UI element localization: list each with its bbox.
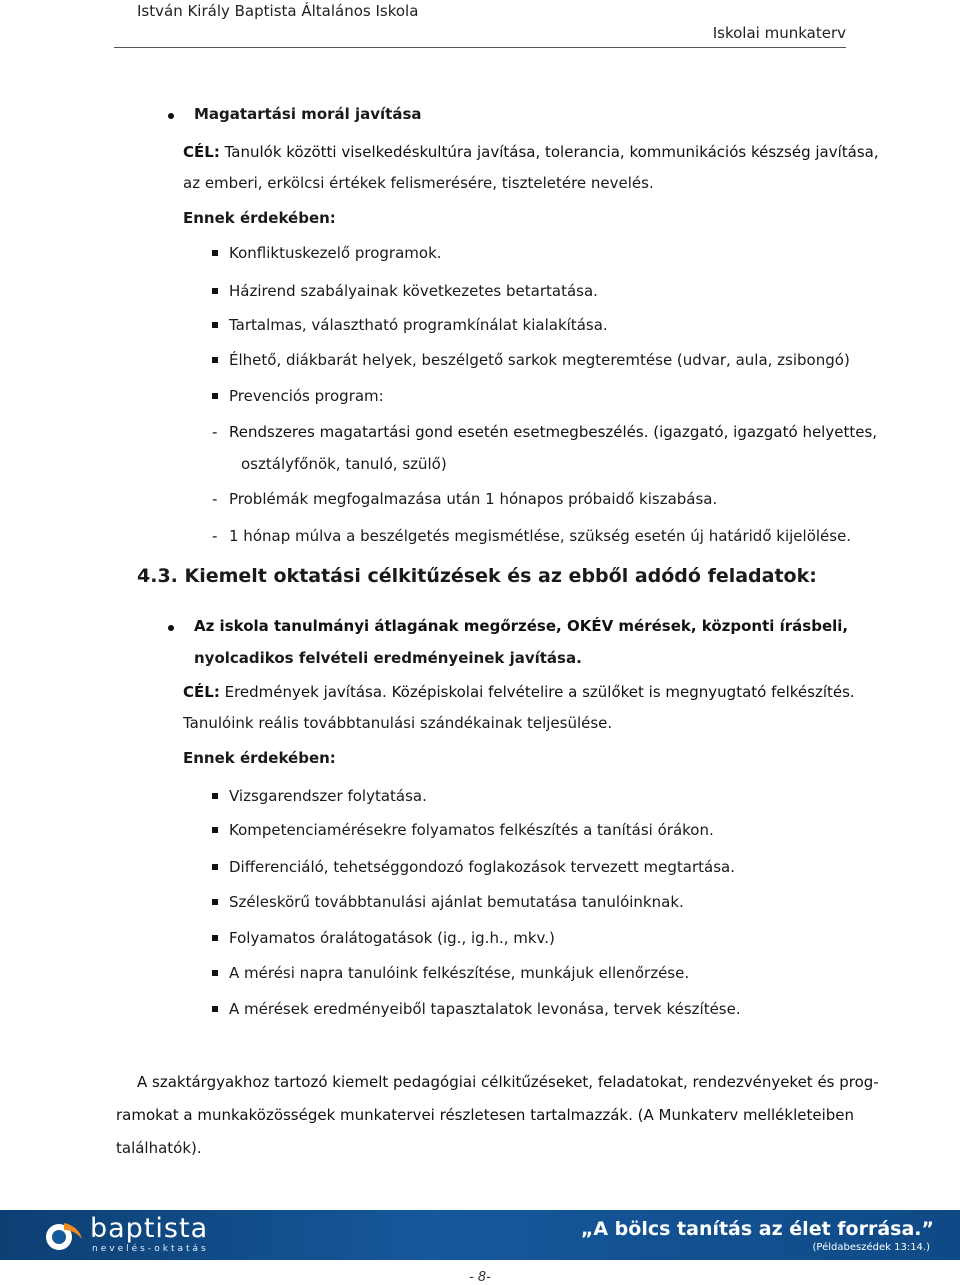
list-item: Vizsgarendszer folytatása.	[229, 787, 427, 805]
list-item: A mérések eredményeiből tapasztalatok levonása, tervek készítése.	[229, 1000, 741, 1018]
goal-text: Eredmények javítása. Középiskolai felvételire a szülőket is megnyugtató felkészítés.	[224, 683, 855, 701]
list-item: Folyamatos óralátogatások (ig., ig.h., mkv.)	[229, 929, 555, 947]
school-name: István Király Baptista Általános Iskola	[137, 2, 419, 20]
logo-wordmark: baptista	[90, 1213, 209, 1244]
list-item: Prevenciós program:	[229, 387, 384, 405]
bold-bullet-line-1: Az iskola tanulmányi átlagának megőrzése, OKÉV mérések, központi írásbeli,	[194, 617, 849, 635]
dash-marker: -	[212, 490, 218, 508]
square-bullet	[212, 1006, 218, 1012]
baptista-logo-icon	[44, 1219, 84, 1253]
document-title: Iskolai munkaterv	[712, 24, 846, 42]
square-bullet	[212, 935, 218, 941]
means-label: Ennek érdekében:	[183, 749, 336, 767]
closing-line-2: ramokat a munkaközösségek munkatervei részletesen tartalmazzák. (A Munkaterv mellékleteiben	[116, 1106, 855, 1124]
dash-item-3: 1 hónap múlva a beszélgetés megismétlése, szükség esetén új határidő kijelölése.	[229, 527, 852, 545]
list-item: Differenciáló, tehetséggondozó foglakozások tervezett megtartása.	[229, 858, 736, 876]
goal-line	[183, 683, 855, 701]
closing-line-3: találhatók).	[116, 1139, 202, 1157]
dash-marker: -	[212, 527, 218, 545]
dash-item-2: Problémák megfogalmazása után 1 hónapos próbaidő kiszabása.	[229, 490, 718, 508]
page-number: - 8-	[469, 1270, 491, 1285]
footer-banner	[0, 1210, 960, 1260]
section-title: Magatartási morál javítása	[194, 105, 422, 123]
goal-line	[183, 143, 879, 161]
means-label: Ennek érdekében:	[183, 209, 336, 227]
dash-item-1: Rendszeres magatartási gond esetén esetmegbeszélés. (igazgató, igazgató helyettes,	[229, 423, 878, 441]
square-bullet	[212, 250, 218, 256]
list-item: A mérési napra tanulóink felkészítése, munkájuk ellenőrzése.	[229, 964, 690, 982]
square-bullet	[212, 864, 218, 870]
goal-label: CÉL:	[183, 683, 220, 701]
bullet-dot	[168, 113, 174, 119]
square-bullet	[212, 357, 218, 363]
list-item: Kompetenciamérésekre folyamatos felkészítés a tanítási órákon.	[229, 821, 714, 839]
square-bullet	[212, 793, 218, 799]
square-bullet	[212, 288, 218, 294]
closing-line-1: A szaktárgyakhoz tartozó kiemelt pedagógiai célkitűzéseket, feladatokat, rendezvényeket és prog-	[137, 1073, 879, 1091]
list-item: Házirend szabályainak következetes betartatása.	[229, 282, 598, 300]
square-bullet	[212, 970, 218, 976]
goal-line-2: az emberi, erkölcsi értékek felismerésére, tiszteletére nevelés.	[183, 174, 654, 192]
list-item: Konfliktuskezelő programok.	[229, 244, 442, 262]
list-item: Élhető, diákbarát helyek, beszélgető sarkok megteremtése (udvar, aula, zsibongó)	[229, 351, 850, 369]
square-bullet	[212, 322, 218, 328]
square-bullet	[212, 827, 218, 833]
section-heading: 4.3. Kiemelt oktatási célkitűzések és az ebből adódó feladatok:	[137, 565, 817, 587]
goal-line-2: Tanulóink reális továbbtanulási szándékainak teljesülése.	[183, 714, 613, 732]
footer-motto-reference: (Példabeszédek 13:14.)	[812, 1242, 930, 1253]
bullet-dot	[168, 625, 174, 631]
page-header	[0, 0, 960, 50]
goal-text: Tanulók közötti viselkedéskultúra javítása, tolerancia, kommunikációs készség javítása,	[224, 143, 879, 161]
logo-subtitle: nevelés-oktatás	[92, 1244, 209, 1254]
list-item: Tartalmas, választható programkínálat kialakítása.	[229, 316, 608, 334]
header-rule	[114, 47, 846, 48]
dash-item-1-cont: osztályfőnök, tanuló, szülő)	[241, 455, 447, 473]
list-item: Széleskörű továbbtanulási ajánlat bemutatása tanulóinknak.	[229, 893, 684, 911]
square-bullet	[212, 393, 218, 399]
square-bullet	[212, 899, 218, 905]
bold-bullet-line-2: nyolcadikos felvételi eredményeinek javítása.	[194, 649, 582, 667]
goal-label: CÉL:	[183, 143, 220, 161]
dash-marker: -	[212, 423, 218, 441]
footer-motto: „A bölcs tanítás az élet forrása.”	[580, 1218, 934, 1240]
